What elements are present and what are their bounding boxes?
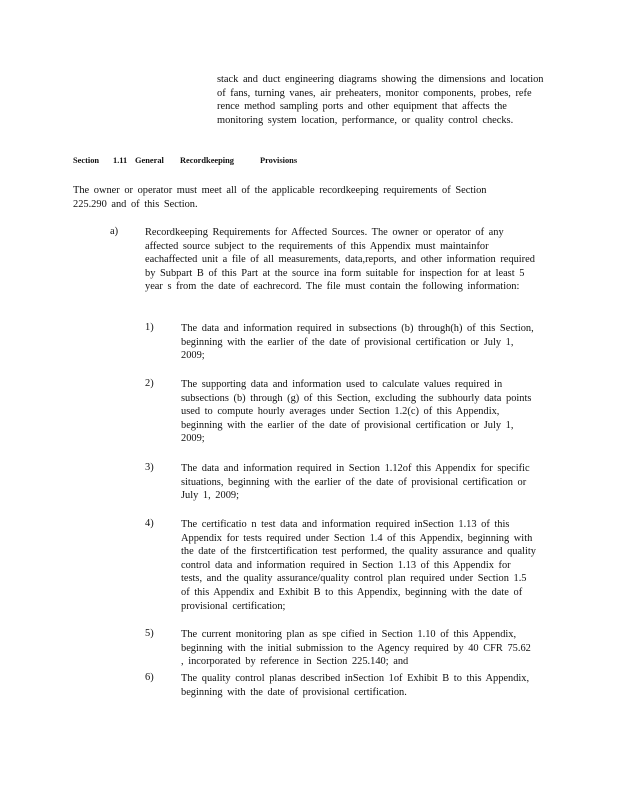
item-3-text: The data and information required in Section 1.12of this Appendix for specific situations, beginning with the earlier of the date of provisional certification or July 1, 2009; bbox=[181, 463, 530, 502]
continuation-paragraph: stack and duct engineering diagrams showing the dimensions and location of fans, turning vanes, air preheaters, monitor components, probes, refe rence method sampling ports and other equipment that affects the monitoring system location, performance, or quality control checks. bbox=[217, 74, 544, 126]
item-4-label: 4) bbox=[145, 518, 154, 529]
subsection-a-text: Recordkeeping Requirements for Affected Sources. The owner or operator of any affected source subject to the requirements of this Appendix must maintainfor eachaffected unit a file of all measurements, data,reports, and other information required by Subpart B of this Part at the source ina form suitable for inspection for at least 5 year s from the date of eachrecord. The file must contain the following information: bbox=[145, 227, 535, 293]
section-word: Section bbox=[73, 156, 100, 165]
item-3-label: 3) bbox=[145, 462, 154, 473]
subsection-a-label: a) bbox=[110, 226, 119, 237]
intro-paragraph: The owner or operator must meet all of the applicable recordkeeping requirements of Section 225.290 and of this Section. bbox=[73, 185, 487, 210]
section-title-provisions: Provisions bbox=[260, 156, 298, 165]
item-5-label: 5) bbox=[145, 628, 154, 639]
item-5-text: The current monitoring plan as spe cified in Section 1.10 of this Appendix, beginning with the initial submission to the Agency required by 40 CFR 75.62 , incorporated by reference in Section 225.140; and bbox=[181, 629, 531, 668]
item-2-label: 2) bbox=[145, 378, 154, 389]
section-title-recordkeeping: Recordkeeping bbox=[180, 156, 234, 165]
item-4-text: The certificatio n test data and information required inSection 1.13 of this Appendix for tests required under Section 1.4 of this Appendix, beginning with the date of the firstcertification test performed, the quality assurance and quality control data and information required in Section 1.13 of this Appendix for tests, and the quality assurance/quality control plan required under Section 1.5 of this Appendix and Exhibit B to this Appendix, beginning with the date of provisional certification; bbox=[181, 519, 536, 612]
section-title-general: General bbox=[135, 156, 164, 165]
item-1-text: The data and information required in subsections (b) through(h) of this Section, beginning with the earlier of the date of provisional certification or July 1, 2009; bbox=[181, 323, 534, 362]
item-2-text: The supporting data and information used to calculate values required in subsections (b) through (g) of this Section, excluding the subhourly data points used to compute hourly averages under Section 1.2(c) of this Appendix, beginning with the earlier of the date of provisional certification or July 1, 2009; bbox=[181, 379, 532, 445]
section-number: 1.11 bbox=[113, 156, 128, 165]
item-6-label: 6) bbox=[145, 672, 154, 683]
item-1-label: 1) bbox=[145, 322, 154, 333]
section-heading bbox=[73, 156, 297, 165]
item-6-text: The quality control planas described inSection 1of Exhibit B to this Appendix, beginning with the date of provisional certification. bbox=[181, 673, 530, 698]
